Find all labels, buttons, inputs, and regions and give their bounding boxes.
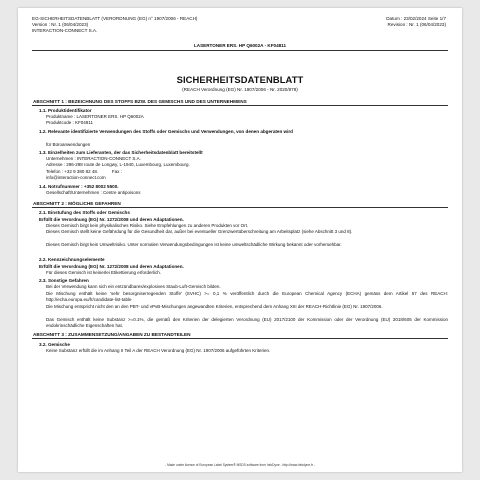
- header-version: Version : Nr. 1 (06/04/2023): [32, 22, 89, 27]
- section-2-heading: ABSCHNITT 2 : MÖGLICHE GEFAHREN: [33, 201, 121, 206]
- header-company: INTERACTION-CONNECT S.A.: [32, 28, 98, 33]
- svhc-text: Die Mischung enthält keine 'sehr besorgniserregenden Stoffe' (SVHC) >= 0,1 % veröffentlich durch die European Chemical Agency (ECHA) gemäss dem Artikel 57 des REACH: http://echa.europa.eu/fr/candidate-list-table: [46, 291, 448, 302]
- page-footer: - Made under licence of European Label System® MSDS software from InfoDyne - http://www.infodyne.fr -: [165, 463, 315, 467]
- endocrine-text: Das Gemisch enthält keine Substanz >=0.1%, die gemäß den Kriterien der delegierten Verordnung (EU) 2017/2100 der Kommission oder der Verordnung (EU) 2018/605 der Kommission endokrinschädliche Eigenschaften hat.: [46, 317, 448, 328]
- section-2-3-heading: 2.3. Sonstige Gefahren: [39, 278, 89, 283]
- emergency-organisation: Gesellschaft/Unternehmen : Centre antipoisons: [46, 190, 141, 195]
- header-date-page: Datum : 23/02/2024 Seite 1/7: [386, 16, 446, 21]
- header-divider: [32, 50, 448, 51]
- page-title: SICHERHEITSDATENBLATT: [176, 74, 304, 85]
- regulation-note-2: Erfüllt die Verordnung (EG) Nr. 1272/2008 und deren Adaptationen.: [39, 264, 184, 269]
- company-email: info@interaction-connect.com: [46, 175, 106, 180]
- section-1-4-heading: 1.4. Notrufnummer : +352 8002 5500.: [39, 184, 119, 189]
- section-1-1-heading: 1.1. Produktidentifikator: [39, 108, 92, 113]
- section-3-2-heading: 3.2. Gemische: [39, 342, 70, 347]
- regulation-note-1: Erfüllt die Verordnung (EG) Nr. 1272/2008 und deren Adaptationen.: [39, 217, 184, 222]
- physical-risk-text: Dieses Gemisch birgt kein physikalisches Risiko. Siehe Empfehlungen zu anderen Produkten vor Ort.: [46, 223, 249, 228]
- environment-risk-text: Dieses Gemisch birgt kein Umweltrisiko. Unter normalen Verwendungsbedingungen ist keine umweltschädliche Wirkung bekannt oder vorhersehbar.: [46, 242, 342, 247]
- section-2-divider: [32, 207, 448, 208]
- mixture-criteria-text: Keine Substanz erfüllt die im Anhang II Teil A der REACH Verordnung (EG) Nr. 1907/2006 aufgeführten Kriterien.: [46, 348, 271, 353]
- pbt-text: Die Mischung entspricht nicht den an den PBT- und vPvB-Mischungen angewandten Kriterien, entsprechend dem Anhang XIII der REACH-Richtlinie (EG) Nr. 1907/2006.: [46, 304, 383, 309]
- header-revision: Revision : Nr. 1 (06/04/2023): [387, 22, 446, 27]
- section-3-heading: ABSCHNITT 3 : ZUSAMMENSETZUNG/ANGABEN ZU BESTANDTEILEN: [33, 332, 191, 337]
- labelling-text: Für dieses Gemisch ist keinerlei Etikettierung erforderlich.: [46, 270, 162, 275]
- section-1-3-heading: 1.3. Einzelheiten zum Lieferanten, der das Sicherheitsdatenblatt bereitstellt: [39, 150, 203, 155]
- section-2-1-heading: 2.1. Einstufung des Stoffs oder Gemischs: [39, 210, 130, 215]
- product-code: Produktcode : KF04811: [46, 120, 93, 125]
- company-name: Unternehmen : INTERACTION-CONNECT S.A.: [46, 156, 141, 161]
- section-1-2-heading: 1.2. Relevante identifizierte Verwendungen des Stoffs oder Gemischs und Verwendungen, von denen abgeraten wird: [39, 129, 293, 134]
- company-phone-fax: Telefon : +32 9 380 82 48. Fax :: [46, 169, 122, 174]
- product-name: Produktname : LASERTONER ERS. HP Q6002A: [46, 114, 144, 119]
- company-address: Adresse : 296-298 route de Longwy, L-1940, Luxembourg, Luxembourg.: [46, 162, 190, 167]
- section-3-divider: [32, 338, 448, 339]
- section-2-2-heading: 2.2. Kennzeichnungselemente: [39, 257, 105, 262]
- health-risk-text: Dieses Gemisch stellt keine Gefährdung für die Gesundheit dar, außer bei eventueller Grenzwertüberschreitung am Arbeitsplatz (siehe Abschnitt 3 und 8).: [46, 229, 353, 234]
- section-1-divider: [32, 105, 448, 106]
- use-description: für Büroanwendungen: [46, 142, 91, 147]
- header-product: LASERTONER ERS. HP Q6002A - KF04811: [193, 43, 287, 48]
- sds-page: [18, 8, 462, 472]
- page-subtitle: (REACH Verordnung (EG) Nr. 1907/2006 - Nr. 2020/878): [182, 87, 298, 92]
- dust-mixture-text: Bei der Verwendung kann sich ein entzündbares/explosives Staub-Luft-Gemisch bilden.: [46, 284, 221, 289]
- header-doc-type: EG-SICHERHEITSDATENBLATT (VERORDNUNG (EG) n° 1907/2006 - REACH): [32, 16, 198, 21]
- section-1-heading: ABSCHNITT 1 : BEZEICHNUNG DES STOFFS BZW. DES GEMISCHS UND DES UNTERNEHMENS: [33, 99, 247, 104]
